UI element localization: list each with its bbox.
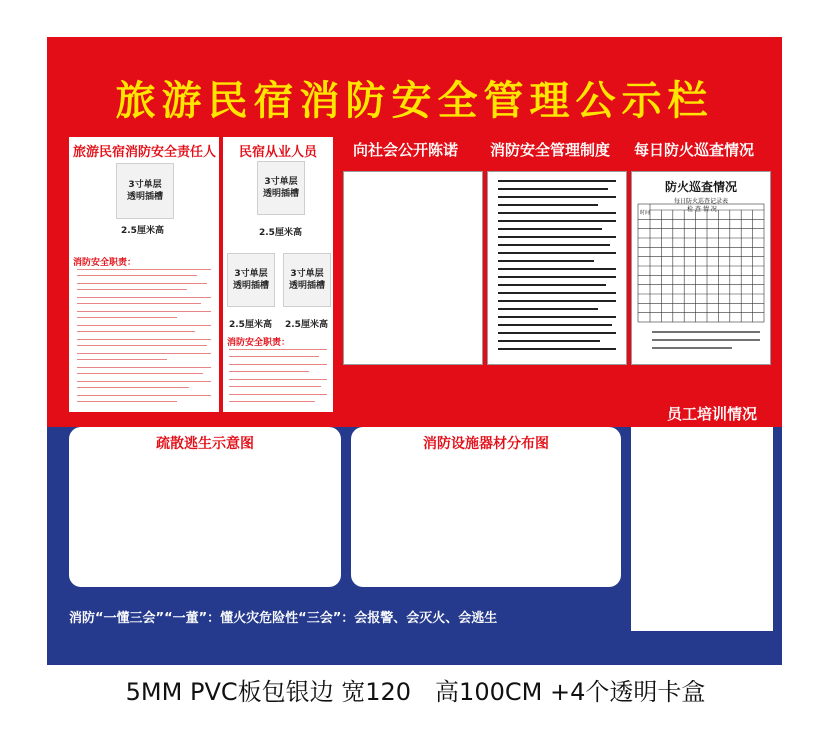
staff-panel bbox=[223, 137, 333, 412]
patrol-grid bbox=[632, 172, 770, 364]
patrol-sheet-title: 防火巡查情况 bbox=[664, 180, 737, 194]
fire-safety-slogan: 消防“一懂三会”“一董”：懂火灾危险性“三会”：会报警、会灭火、会逃生 bbox=[69, 611, 498, 626]
duty-title: 消防安全职责： bbox=[227, 338, 291, 348]
training-panel bbox=[631, 427, 773, 631]
slot-size-label: 2.5厘米高 bbox=[259, 228, 302, 238]
photo-slot bbox=[116, 163, 174, 219]
evacuation-map-title: 疏散逃生示意图 bbox=[156, 436, 254, 452]
slot-label-line1: 3寸单层 bbox=[128, 180, 162, 190]
patrol-sheet-subtitle: 每日防火巡查记录表 bbox=[673, 198, 728, 205]
equipment-map-title: 消防设施器材分布图 bbox=[423, 436, 549, 452]
slot-size-label: 2.5厘米高 bbox=[229, 320, 272, 330]
notice-board bbox=[47, 37, 782, 665]
product-caption: 5MM PVC板包银边 宽120 高100CM +4个透明卡盒 bbox=[125, 678, 706, 706]
slot-size-label: 2.5厘米高 bbox=[285, 320, 328, 330]
staff-photo-slot-3: 3寸单层 透明插槽 bbox=[283, 253, 331, 307]
responsible-person-heading: 旅游民宿消防安全责任人 bbox=[73, 145, 217, 160]
staff-heading: 民宿从业人员 bbox=[239, 145, 318, 160]
equipment-map-panel bbox=[351, 427, 621, 587]
patrol-sheet-header: 检 查 情 况 bbox=[687, 206, 717, 213]
management-system-panel bbox=[487, 171, 627, 365]
board-title: 旅游民宿消防安全管理公示栏 bbox=[115, 78, 714, 124]
responsible-person-panel bbox=[69, 137, 219, 412]
training-heading: 员工培训情况 bbox=[667, 405, 758, 423]
staff-photo-slot-2: 3寸单层 透明插槽 bbox=[227, 253, 275, 307]
duty-title: 消防安全职责： bbox=[73, 258, 137, 268]
daily-patrol-heading: 每日防火巡查情况 bbox=[634, 141, 755, 159]
management-system-heading: 消防安全管理制度 bbox=[490, 141, 611, 159]
public-pledge-panel bbox=[343, 171, 483, 365]
patrol-sheet-row-header: 时间 bbox=[640, 210, 651, 216]
daily-patrol-panel bbox=[631, 171, 771, 365]
slot-label-line2: 透明插槽 bbox=[126, 192, 163, 202]
evacuation-map-panel bbox=[69, 427, 341, 587]
public-pledge-heading: 向社会公开陈诺 bbox=[353, 141, 459, 159]
slot-size-label: 2.5厘米高 bbox=[121, 226, 164, 236]
staff-photo-slot-1: 3寸单层 透明插槽 bbox=[257, 161, 305, 215]
